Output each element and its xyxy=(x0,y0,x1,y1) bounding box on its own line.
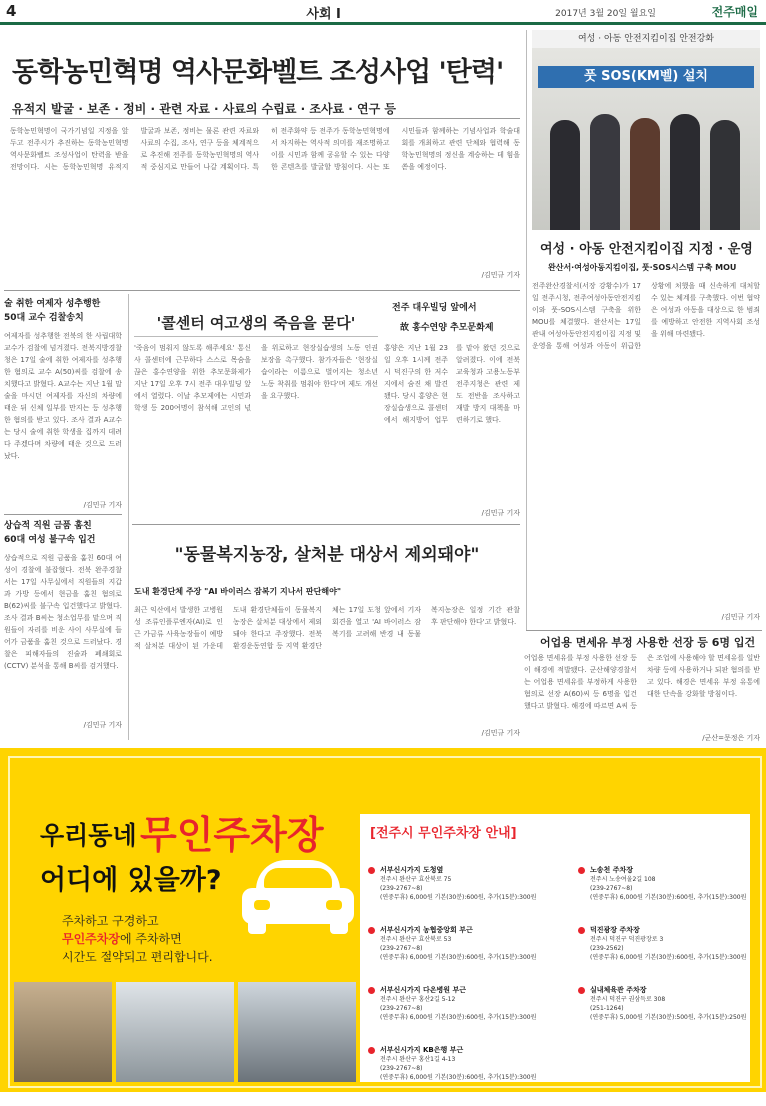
parking-address: 전주시 완산구 홍산2길 5-12 xyxy=(380,996,456,1003)
parking-fee: (연중무휴) 6,000원 기본(30분):600원, 추가(15분):300원 xyxy=(590,954,747,961)
parking-name: 서부신시가지 다온병원 부근 xyxy=(380,986,467,994)
info-box-title: [전주시 무인주차장 안내] xyxy=(370,826,517,841)
story2-body-cont: 홍양은 지난 1월 23일 오후 1시께 전주시 덕진구의 한 저수지에서 숨진 채 발견됐다. 당시 홍양은 현장실습생으로 콜센터에서 해지방어 업무를 맡아 왔던 것으로 알려졌다. 이에 전북교육청과 고용노동부 전주지청은 관련 제도 전반을 조사하고 재발 방지 대책을 마련하기로 했다. xyxy=(384,344,520,424)
divider xyxy=(526,630,762,631)
parking-phone: (239-2767~8) xyxy=(380,1005,423,1012)
story2-kicker-sub: 故 홍수연양 추모문화제 xyxy=(400,323,494,333)
ad-desc1: 주차하고 구경하고 xyxy=(62,914,159,928)
photo-story-byline: /김민규 기자 xyxy=(721,613,760,621)
story4-byline: /군산=문정은 기자 xyxy=(702,734,760,742)
divider xyxy=(132,524,520,525)
location-marker-icon xyxy=(368,867,375,874)
parking-phone: (239-2767~8) xyxy=(380,885,423,892)
person-figure xyxy=(670,114,700,230)
parking-entry xyxy=(368,986,568,1046)
parking-entry xyxy=(578,926,748,986)
parking-phone: (239-2562) xyxy=(590,945,624,952)
divider xyxy=(128,294,129,740)
parking-name: 서부신시가지 도청옆 xyxy=(380,866,444,874)
person-figure xyxy=(630,118,660,230)
parking-fee: (연중무휴) 6,000원 기본(30분):600원, 추가(15분):300원 xyxy=(590,894,747,901)
side1-title: 술 취한 여제자 성추행한 xyxy=(4,299,101,309)
side1-subtitle: 50대 교수 검찰송치 xyxy=(4,313,84,323)
parking-name: 서부신시가지 농협중앙회 부근 xyxy=(380,926,473,934)
issue-date: 2017년 3월 20일 월요일 xyxy=(555,9,656,19)
ad-photo xyxy=(116,982,234,1082)
parking-entry xyxy=(368,866,568,926)
news-photo xyxy=(532,30,760,230)
parking-phone: (239-2767~8) xyxy=(380,1065,423,1072)
side2-title: 상습적 직원 금품 훔친 xyxy=(4,521,92,531)
lead-body: 동학농민혁명이 국가기념일 지정을 앞두고 전주시가 추진하는 동학농민혁명 역사문화벨트 조성사업이 탄력을 받을 전망이다. 시는 동학농민혁명 유적지 발굴과 보존, 정비는 물론 관련 자료와 사료의 수집, 조사, 연구 등을 체계적으로 추진해 전주를 동학농민혁명의 역사적 중심지로 만들어 나갈 계획이다. 특히 전주화약 등 전주가 동학농민혁명에서 차지하는 역사적 의미를 재조명하고 이를 시민과 함께 공유할 수 있는 다양한 콘텐츠를 발굴할 방침이다. 시는 또 시민들과 함께하는 기념사업과 학술대회를 개최하고 관련 단체와 협력해 동학농민혁명의 정신을 계승하는 데 힘을 쏟을 예정이다. xyxy=(10,127,520,171)
location-marker-icon xyxy=(578,987,585,994)
parking-entry xyxy=(578,986,748,1046)
divider xyxy=(4,290,520,291)
parking-name: 서부신시가지 KB은행 부근 xyxy=(380,1046,464,1054)
location-marker-icon xyxy=(368,1047,375,1054)
parking-name: 노송천 주차장 xyxy=(590,866,634,874)
parking-fee: (연중무휴) 6,000원 기본(30분):600원, 추가(15분):300원 xyxy=(380,1074,537,1081)
side2-byline: /김민규 기자 xyxy=(83,721,122,729)
parking-address: 전주시 덕진구 권삼득로 308 xyxy=(590,996,666,1003)
divider xyxy=(526,30,527,630)
paper-name: 전주매일 xyxy=(711,5,758,19)
side2-body: 상습적으로 직원 금품을 훔친 60대 여성이 경찰에 불잡혔다. 전북 완주경찰서는 17일 사무실에서 직원들의 지갑과 가방 등에서 현금을 훔친 혐의로 B(62)씨를 불구속 입건했다고 밝혔다. 조사 결과 B씨는 청소업무를 맡으며 직원들이 자리를 비운 사이 사무실에 들어가 금품을 훔친 것으로 드러났다. 경찰은 피해자들의 진술과 폐쇄회로(CCTV) 분석을 통해 B씨를 검거했다. xyxy=(4,554,122,670)
parking-fee: (연중무휴) 6,000원 기본(30분):600원, 추가(15분):300원 xyxy=(380,894,537,901)
ad-photo xyxy=(14,982,112,1082)
person-figure xyxy=(710,120,740,230)
person-figure xyxy=(590,114,620,230)
lead-headline: 동학농민혁명 역사문화벨트 조성사업 '탄력' xyxy=(12,57,504,88)
side2-subtitle: 60대 여성 불구속 입건 xyxy=(4,535,96,545)
parking-phone: (251-1264) xyxy=(590,1005,624,1012)
parking-info-box xyxy=(360,814,750,1082)
ad-desc2: 무인주차장에 주차하면 xyxy=(62,932,182,946)
side1-byline: /김민규 기자 xyxy=(83,501,122,509)
parking-fee: (연중무휴) 6,000원 기본(30분):600원, 추가(15분):300원 xyxy=(380,1014,537,1021)
parking-entry xyxy=(368,926,568,986)
parking-address: 전주시 노송여울2길 108 xyxy=(590,876,656,883)
parking-fee: (연중무휴) 5,000원 기본(30분):500원, 추가(15분):250원 xyxy=(590,1014,747,1021)
story3-kicker: 도내 환경단체 주장 "AI 바이러스 잠복기 지나서 판단해야" xyxy=(134,587,342,596)
lead-subhead: 유적지 발굴 · 보존 · 정비 · 관련 자료 · 사료의 수립료 · 조사료 · 연구 등 xyxy=(12,102,396,116)
person-figure xyxy=(550,120,580,230)
story3-byline: /김민규 기자 xyxy=(481,729,520,737)
parking-phone: (239-2767~8) xyxy=(590,885,633,892)
parking-address: 전주시 완산구 효산북로 75 xyxy=(380,876,452,883)
location-marker-icon xyxy=(368,927,375,934)
location-marker-icon xyxy=(368,987,375,994)
ad-desc3: 시간도 절약되고 편리합니다. xyxy=(62,950,213,964)
parking-entry xyxy=(368,1046,568,1106)
location-marker-icon xyxy=(578,867,585,874)
parking-name: 실내체육관 주차장 xyxy=(590,986,647,994)
photo-story-body: 전주완산경찰서(서장 강황수)가 17일 전주시청, 전주여성아동안전지킴이와 풋-SOS시스템 구축을 위한 MOU를 체결했다. 완산서는 17일 관내 여성아동안전지킴이집 지정 및 운영을 통해 여성과 아동이 위급한 상황에 처했을 때 신속하게 대처할 수 있는 체계를 구축했다. 이번 협약은 여성과 아동을 대상으로 한 범죄를 예방하고 안전한 지역사회 조성을 위해 마련됐다. xyxy=(532,282,760,350)
parking-fee: (연중무휴) 6,000원 기본(30분):600원, 추가(15분):300원 xyxy=(380,954,537,961)
story3-quote: "동물복지농장, 살처분 대상서 제외돼야" xyxy=(174,545,480,565)
photo-board: 풋 SOS(KM벨) 설치 xyxy=(538,66,754,88)
divider xyxy=(134,336,378,337)
ad-line2: 어디에 있을까? xyxy=(40,865,222,896)
location-marker-icon xyxy=(578,927,585,934)
ad-banner xyxy=(0,748,766,1092)
car-icon xyxy=(242,848,354,938)
ad-line1: 우리동네 xyxy=(40,821,137,850)
story4-body: 어업용 면세유를 부정 사용한 선장 등이 해경에 적발됐다. 군산해양경찰서는 어업용 면세유를 부정하게 사용한 혐의로 선장 A(60)씨 등 6명을 입건했다고 밝혔다. 해경에 따르면 A씨 등은 조업에 사용해야 할 면세유를 일반 차량 등에 사용하거나 되판 혐의를 받고 있다. 해경은 면세유 부정 유통에 대한 단속을 강화할 방침이다. xyxy=(524,654,760,710)
parking-address: 전주시 완산구 홍산1길 4-13 xyxy=(380,1056,456,1063)
story3-body: 최근 익산에서 발생한 고병원성 조류인플루엔자(AI)로 인근 가금류 사육농장들이 예방적 살처분 대상이 된 가운데 도내 환경단체들이 동물복지농장은 살처분 대상에서 제외돼야 한다고 주장했다. 전북환경운동연합 등 지역 환경단체는 17일 도청 앞에서 기자회견을 열고 'AI 바이러스 잠복기를 고려해 반경 내 동물복지농장은 일정 기간 관찰 후 판단해야 한다'고 밝혔다. xyxy=(134,606,520,650)
story2-body: '죽음이 멈춰지 않도록 해주세요' 통신사 콜센터에 근무하다 스스로 목숨을 끊은 홍수연양을 위한 추모문화제가 지난 17일 오후 7시 전주 대우빌딩 앞에서 열렸다. 이날 추모제에는 시민과 학생 등 200여명이 참석해 고인의 넋을 위로하고 현장실습생의 노동 인권 보장을 촉구했다. 참가자들은 '현장실습이라는 이름으로 벌어지는 청소년 노동 착취를 멈춰야 한다'며 제도 개선을 요구했다. xyxy=(134,344,378,412)
parking-address: 전주시 덕진구 덕진광장로 3 xyxy=(590,936,664,943)
story2-kicker: 전주 대우빌딩 앞에서 xyxy=(392,303,477,313)
page-number: 4 xyxy=(6,2,17,20)
parking-phone: (239-2767~8) xyxy=(380,945,423,952)
divider xyxy=(10,118,520,119)
ad-photo xyxy=(238,982,356,1082)
photo-banner: 여성 · 아동 안전지킴이집 안전강화 xyxy=(532,30,760,48)
story2-quote: '콜센터 여고생의 죽음을 묻다' xyxy=(156,314,356,332)
divider xyxy=(4,514,122,515)
side1-body: 여제자를 성추행한 전북의 한 사립대학 교수가 검찰에 넘겨졌다. 전북지방경찰청은 17일 술에 취한 여제자를 성추행한 혐의로 교수 A(50)씨를 검찰에 송치했다고 밝혔다. A교수는 지난 1월 말 술을 마시던 여제자를 자신의 차량에 태운 뒤 신체 일부를 만지는 등 성추행한 혐의를 받고 있다. 조사 결과 A교수는 당시 술에 취한 학생을 집까지 데려다 주겠다며 차량에 태운 것으로 드러났다. xyxy=(4,332,122,460)
parking-entry xyxy=(578,866,748,926)
parking-address: 전주시 완산구 효산북로 53 xyxy=(380,936,452,943)
section-name: 사회 I xyxy=(306,7,341,22)
parking-list-right xyxy=(578,866,748,1046)
story2-byline: /김민규 기자 xyxy=(481,509,520,517)
ad-highlight: 무인주차장 xyxy=(140,813,324,857)
parking-list-left xyxy=(368,866,568,1106)
lead-byline: /김민규 기자 xyxy=(481,271,520,279)
parking-name: 덕진광장 주차장 xyxy=(590,926,640,934)
photo-story-title: 여성 · 아동 안전지킴이집 지정 · 운영 xyxy=(540,242,753,257)
story4-title: 어업용 면세유 부정 사용한 선장 등 6명 입건 xyxy=(540,636,756,649)
photo-story-subtitle: 완산서·여성아동지킴이집, 풋·SOS시스템 구축 MOU xyxy=(548,263,737,272)
